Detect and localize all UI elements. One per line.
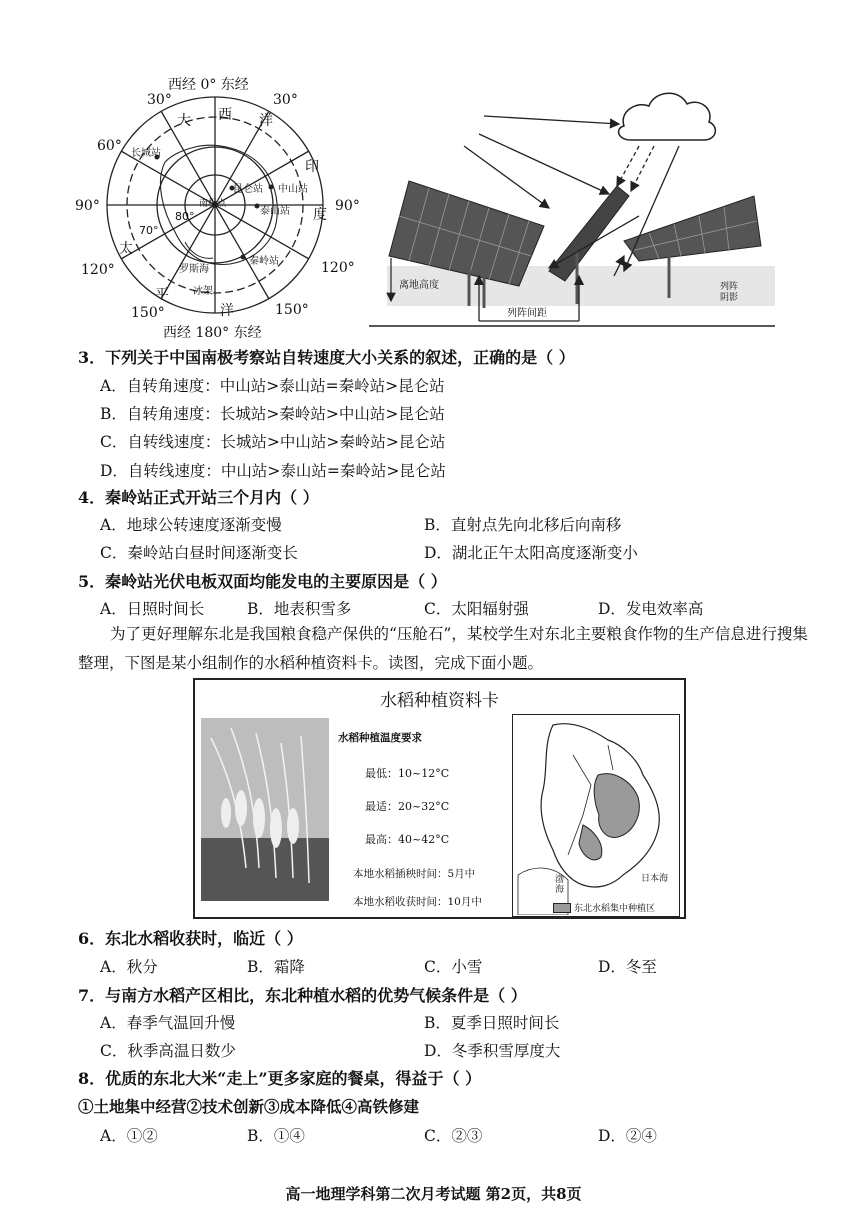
ocean-char: 洋 — [259, 113, 273, 129]
pole-label: 南极点 — [199, 199, 227, 209]
question-3-stem: 3．下列关于中国南极考察站自转速度大小关系的叙述，正确的是（ ） — [78, 348, 575, 367]
question-7-option-a: A．春季气温回升慢 — [100, 1014, 236, 1032]
ocean-char: 洋 — [220, 303, 234, 319]
lat-tick: 90° — [75, 198, 100, 214]
question-6-stem: 6．东北水稻收获时，临近（ ） — [78, 929, 303, 948]
legend-swatch — [553, 903, 571, 913]
question-4-option-b: B．直射点先向北移后向南移 — [424, 516, 622, 534]
map-legend — [553, 901, 655, 914]
ocean-char: 大 — [177, 113, 191, 129]
question-7-option-b: B．夏季日照时间长 — [424, 1014, 560, 1032]
planting-time: 本地水稻插秧时间：5月中 — [353, 868, 476, 880]
question-8-option-a: A．①② — [100, 1127, 158, 1145]
lat-tick: 120° — [81, 262, 115, 278]
rice-info-card — [193, 678, 686, 919]
question-7-stem: 7．与南方水稻产区相比，东北种植水稻的优势气候条件是（ ） — [78, 986, 527, 1005]
question-5-stem: 5．秦岭站光伏电板双面均能发电的主要原因是（ ） — [78, 572, 447, 591]
polar-map — [75, 72, 375, 342]
sea-label: 罗斯海 — [179, 264, 209, 275]
temp-optimal: 最适：20~32°C — [365, 800, 450, 813]
question-8-option-b: B．①④ — [247, 1127, 305, 1145]
temp-max: 最高：40~42°C — [365, 833, 450, 846]
question-3-option-a: A．自转角速度：中山站>泰山站=秦岭站>昆仑站 — [100, 377, 445, 395]
question-8-option-d: D．②④ — [598, 1127, 657, 1145]
rice-photo — [201, 718, 329, 901]
northeast-map — [512, 714, 680, 917]
station-label: 泰山站 — [260, 206, 290, 217]
height-label: 离地高度 — [399, 280, 439, 291]
question-3-option-b: B．自转角速度：长城站>秦岭站>中山站>昆仑站 — [100, 405, 445, 423]
legend-label: 东北水稻集中种植区 — [574, 904, 656, 914]
question-4-stem: 4．秦岭站正式开站三个月内（ ） — [78, 488, 319, 507]
lat-tick: 60° — [97, 138, 122, 154]
temp-min: 最低：10~12°C — [365, 767, 450, 780]
question-4-option-a: A．地球公转速度逐渐变慢 — [100, 516, 282, 534]
solar-panel-figure — [369, 76, 775, 328]
question-3-option-d: D．自转线速度：中山站>泰山站=秦岭站>昆仑站 — [100, 462, 446, 480]
intro-paragraph: 为了更好理解东北是我国粮食稳产保供的“压舱石”，某校学生对东北主要粮食作物的生产信息进行搜集整理，下图是某小组制作的水稻种植资料卡。读图，完成下面小题。 — [78, 625, 808, 672]
question-4-option-d: D．湖北正午太阳高度逐渐变小 — [424, 544, 638, 562]
question-8-choices: ①土地集中经营②技术创新③成本降低④高铁修建 — [78, 1097, 420, 1116]
question-8-stem: 8．优质的东北大米“走上”更多家庭的餐桌，得益于（ ） — [78, 1069, 482, 1088]
lat-tick: 150° — [131, 305, 165, 321]
question-6-option-b: B．霜降 — [247, 958, 305, 976]
lat-tick: 150° — [275, 302, 309, 318]
sea-label-japan: 日本海 — [641, 874, 669, 884]
ocean-char: 度 — [313, 207, 327, 223]
card-title: 水稻种植资料卡 — [380, 691, 499, 711]
question-7-option-d: D．冬季积雪厚度大 — [424, 1042, 561, 1060]
page-footer: 高一地理学科第二次月考试题 第2页，共8页 — [285, 1185, 582, 1203]
question-5-option-a: A．日照时间长 — [100, 600, 205, 618]
lat-tick: 30° — [273, 92, 298, 108]
question-5-option-c: C．太阳辐射强 — [424, 600, 529, 618]
question-6-option-a: A．秋分 — [100, 958, 158, 976]
lat-tick: 30° — [147, 92, 172, 108]
question-5-option-b: B．地表积雪多 — [247, 600, 352, 618]
lat-tick: 90° — [335, 198, 360, 214]
question-3-option-c: C．自转线速度：长城站>中山站>秦岭站>昆仑站 — [100, 433, 446, 451]
sea-label-bohai: 渤海 — [555, 875, 565, 895]
ocean-char: 平 — [155, 287, 169, 303]
station-label: 秦岭站 — [249, 256, 279, 267]
question-4-option-c: C．秦岭站白昼时间逐渐变长 — [100, 544, 298, 562]
question-8-option-c: C．②③ — [424, 1127, 483, 1145]
northeast-map-drawing — [513, 715, 678, 915]
station-label: 昆仑站 — [233, 184, 263, 195]
question-6-option-d: D．冬至 — [598, 958, 657, 976]
temp-heading: 水稻种植温度要求 — [338, 732, 422, 744]
ocean-char: 太 — [119, 241, 133, 257]
polar-top-caption: 西经 0° 东经 — [168, 77, 249, 93]
question-6-option-c: C．小雪 — [424, 958, 483, 976]
station-label: 长城站 — [131, 148, 161, 159]
ocean-char: 西 — [218, 107, 232, 123]
shadow-label: 列阵阴影 — [719, 282, 738, 303]
ring-label: 80° — [175, 210, 195, 223]
harvest-time: 本地水稻收获时间：10月中 — [353, 896, 482, 908]
question-7-option-c: C．秋季高温日数少 — [100, 1042, 236, 1060]
question-5-option-d: D．发电效率高 — [598, 600, 704, 618]
lat-tick: 120° — [321, 260, 355, 276]
polar-bottom-caption: 西经 180° 东经 — [163, 325, 262, 341]
spacing-label: 列阵间距 — [507, 308, 547, 319]
ring-label: 70° — [139, 224, 159, 237]
station-label: 中山站 — [278, 184, 308, 195]
ocean-char: 印 — [305, 159, 319, 175]
ice-shelf-label: 冰架 — [193, 286, 213, 297]
